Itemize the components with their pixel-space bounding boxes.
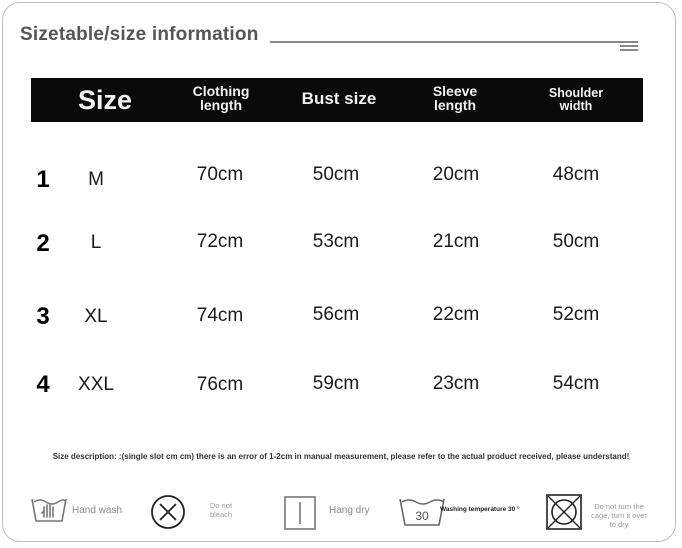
size-description: Size description: :(single slot cm cm) there is an error of 1-2cm in manual measurement, please refer to the actual product received, please understand! — [52, 452, 630, 461]
size-cell: L — [90, 232, 102, 253]
sleeve-cell: 23cm — [432, 373, 480, 394]
clothing-length-cell: 72cm — [196, 231, 244, 252]
shoulder-cell: 54cm — [552, 373, 600, 394]
shoulder-cell: 50cm — [552, 231, 600, 252]
bust-cell: 53cm — [312, 231, 360, 252]
shoulder-cell: 48cm — [552, 164, 600, 185]
row-number: 3 — [36, 303, 50, 330]
header-bust-size: Bust size — [301, 89, 377, 108]
no-tumble-dry-label: Do not turn the cage, turn it over to dry — [591, 502, 647, 529]
no-bleach-label: Do not bleach — [209, 501, 233, 519]
hang-dry-label: Hang dry — [329, 505, 370, 516]
header-clothing-length: Clothing length — [192, 83, 250, 113]
no-tumble-dry-icon — [546, 494, 582, 530]
bust-cell: 56cm — [312, 304, 360, 325]
no-bleach-icon — [150, 494, 186, 530]
title-divider — [270, 41, 638, 43]
page-title: Sizetable/size information — [20, 24, 259, 45]
clothing-length-cell: 70cm — [196, 164, 244, 185]
menu-icon — [620, 41, 638, 51]
size-cell: XXL — [78, 374, 114, 395]
sleeve-cell: 20cm — [432, 164, 480, 185]
svg-text:30: 30 — [415, 509, 429, 523]
shoulder-cell: 52cm — [552, 304, 600, 325]
hand-wash-icon — [30, 493, 68, 525]
row-number: 1 — [36, 166, 50, 193]
bust-cell: 50cm — [312, 164, 360, 185]
size-cell: M — [88, 169, 104, 190]
hang-dry-icon — [284, 496, 316, 530]
size-cell: XL — [84, 306, 108, 327]
clothing-length-cell: 74cm — [196, 305, 244, 326]
wash-temperature-label: Washing temperature 30 ° — [440, 506, 520, 513]
header-size: Size — [77, 85, 133, 115]
clothing-length-cell: 76cm — [196, 374, 244, 395]
header-shoulder-width: Shoulder width — [548, 86, 604, 113]
wash-30-icon — [398, 493, 446, 527]
row-number: 2 — [36, 230, 50, 257]
bust-cell: 59cm — [312, 373, 360, 394]
row-number: 4 — [36, 371, 50, 398]
sleeve-cell: 22cm — [432, 304, 480, 325]
hand-wash-label: Hand wash — [72, 505, 123, 516]
sleeve-cell: 21cm — [432, 231, 480, 252]
table-header — [31, 78, 643, 122]
header-sleeve-length: Sleeve length — [432, 83, 478, 113]
